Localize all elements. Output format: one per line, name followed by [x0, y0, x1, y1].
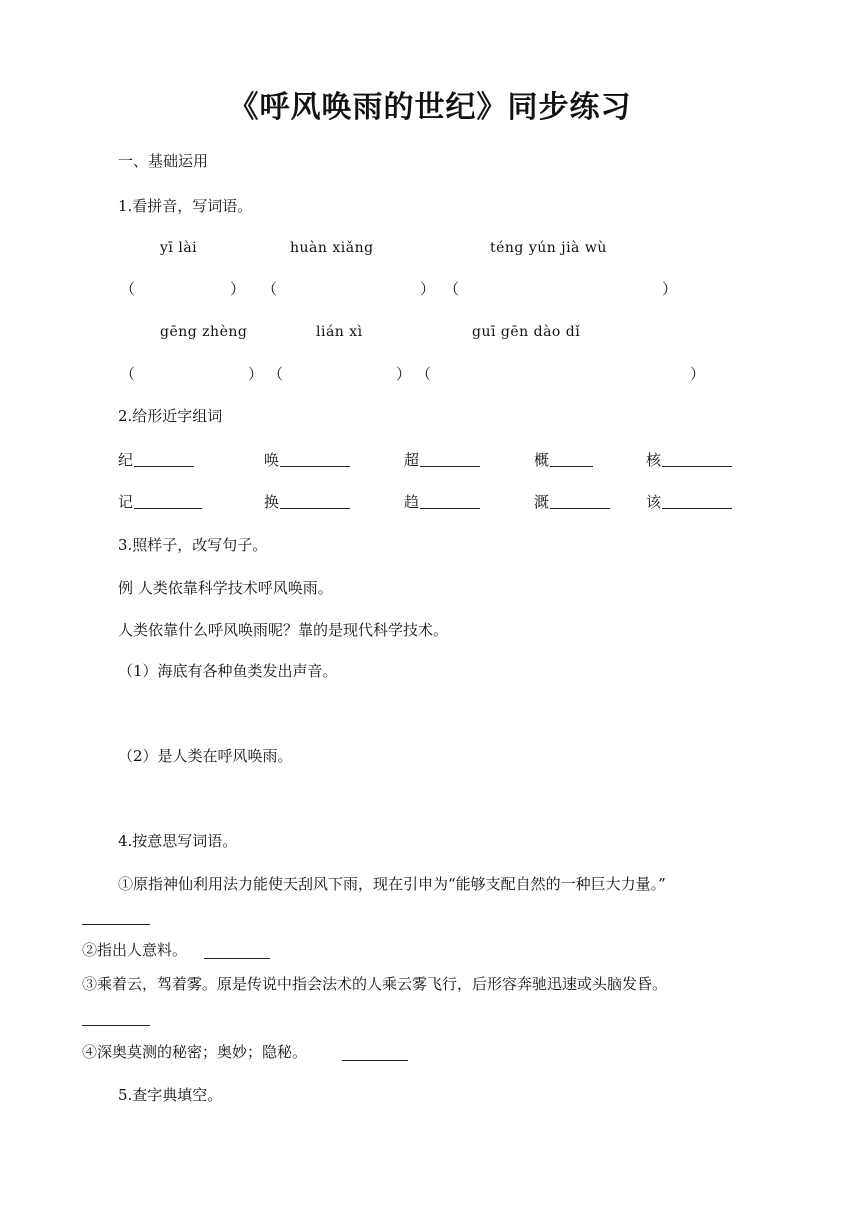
answer-open-paren: （: [268, 365, 284, 383]
answer-blank[interactable]: [204, 958, 270, 959]
answer-blank[interactable]: [550, 508, 610, 509]
page-title: 《呼风唤雨的世纪》同步练习: [228, 90, 632, 125]
question-3-label: 3.照样子，改写句子。: [118, 536, 268, 554]
pinyin-6: guī gēn dào dǐ: [472, 324, 581, 340]
question-4-item-4: ④深奥莫测的秘密；奥妙；隐秘。: [82, 1043, 308, 1061]
char-huan2: 换: [264, 493, 280, 511]
answer-close-paren: ）: [420, 280, 436, 298]
answer-open-paren: （: [120, 280, 136, 298]
answer-close-paren: ）: [396, 365, 412, 383]
question-4-item-2: ②指出人意料。: [82, 941, 188, 959]
question-3-item-1: （1）海底有各种鱼类发出声音。: [118, 662, 338, 680]
example-answer: 人类依靠什么呼风唤雨呢？靠的是现代科学技术。: [118, 621, 449, 639]
char-chao: 超: [404, 451, 420, 469]
question-2-label: 2.给形近字组词: [118, 407, 223, 425]
char-gai3: 该: [646, 493, 662, 511]
question-4-item-3: ③乘着云，驾着雾。原是传说中指会法术的人乘云雾飞行，后形容奔驰迅速或头脑发昏。: [82, 975, 668, 993]
char-gai: 概: [534, 451, 550, 469]
answer-open-paren: （: [416, 365, 432, 383]
char-he: 核: [646, 451, 662, 469]
answer-blank[interactable]: [550, 466, 593, 467]
answer-open-paren: （: [444, 280, 460, 298]
char-huan: 唤: [264, 451, 280, 469]
answer-open-paren: （: [120, 365, 136, 383]
answer-blank[interactable]: [82, 924, 150, 925]
pinyin-2: huàn xiǎng: [290, 240, 374, 256]
answer-blank[interactable]: [280, 466, 350, 467]
question-3-item-2: （2）是人类在呼风唤雨。: [118, 747, 293, 765]
pinyin-5: lián xì: [316, 324, 363, 340]
answer-open-paren: （: [262, 280, 278, 298]
answer-close-paren: ）: [662, 280, 678, 298]
answer-blank[interactable]: [82, 1025, 150, 1026]
answer-blank[interactable]: [420, 466, 480, 467]
answer-blank[interactable]: [342, 1060, 408, 1061]
answer-blank[interactable]: [662, 508, 732, 509]
question-5-label: 5.查字典填空。: [118, 1086, 223, 1104]
section-heading: 一、基础运用: [118, 152, 209, 170]
answer-blank[interactable]: [420, 508, 480, 509]
pinyin-4: gēng zhèng: [160, 324, 248, 340]
pinyin-1: yī lài: [160, 240, 198, 256]
char-gai2: 溉: [534, 493, 550, 511]
pinyin-3: téng yún jià wù: [490, 240, 607, 256]
answer-blank[interactable]: [134, 466, 194, 467]
question-4-item-1: ①原指神仙利用法力能使天刮风下雨，现在引申为“能够支配自然的一种巨大力量。”: [118, 875, 666, 893]
question-1-label: 1.看拼音，写词语。: [118, 197, 253, 215]
answer-blank[interactable]: [134, 508, 202, 509]
answer-blank[interactable]: [662, 466, 732, 467]
char-qu: 趋: [404, 493, 420, 511]
answer-close-paren: ）: [248, 365, 264, 383]
char-ji2: 记: [118, 493, 134, 511]
answer-close-paren: ）: [230, 280, 246, 298]
question-4-label: 4.按意思写词语。: [118, 832, 238, 850]
char-ji: 纪: [118, 451, 134, 469]
answer-close-paren: ）: [690, 365, 706, 383]
example-sentence: 例 人类依靠科学技术呼风唤雨。: [118, 579, 333, 597]
answer-blank[interactable]: [280, 508, 350, 509]
